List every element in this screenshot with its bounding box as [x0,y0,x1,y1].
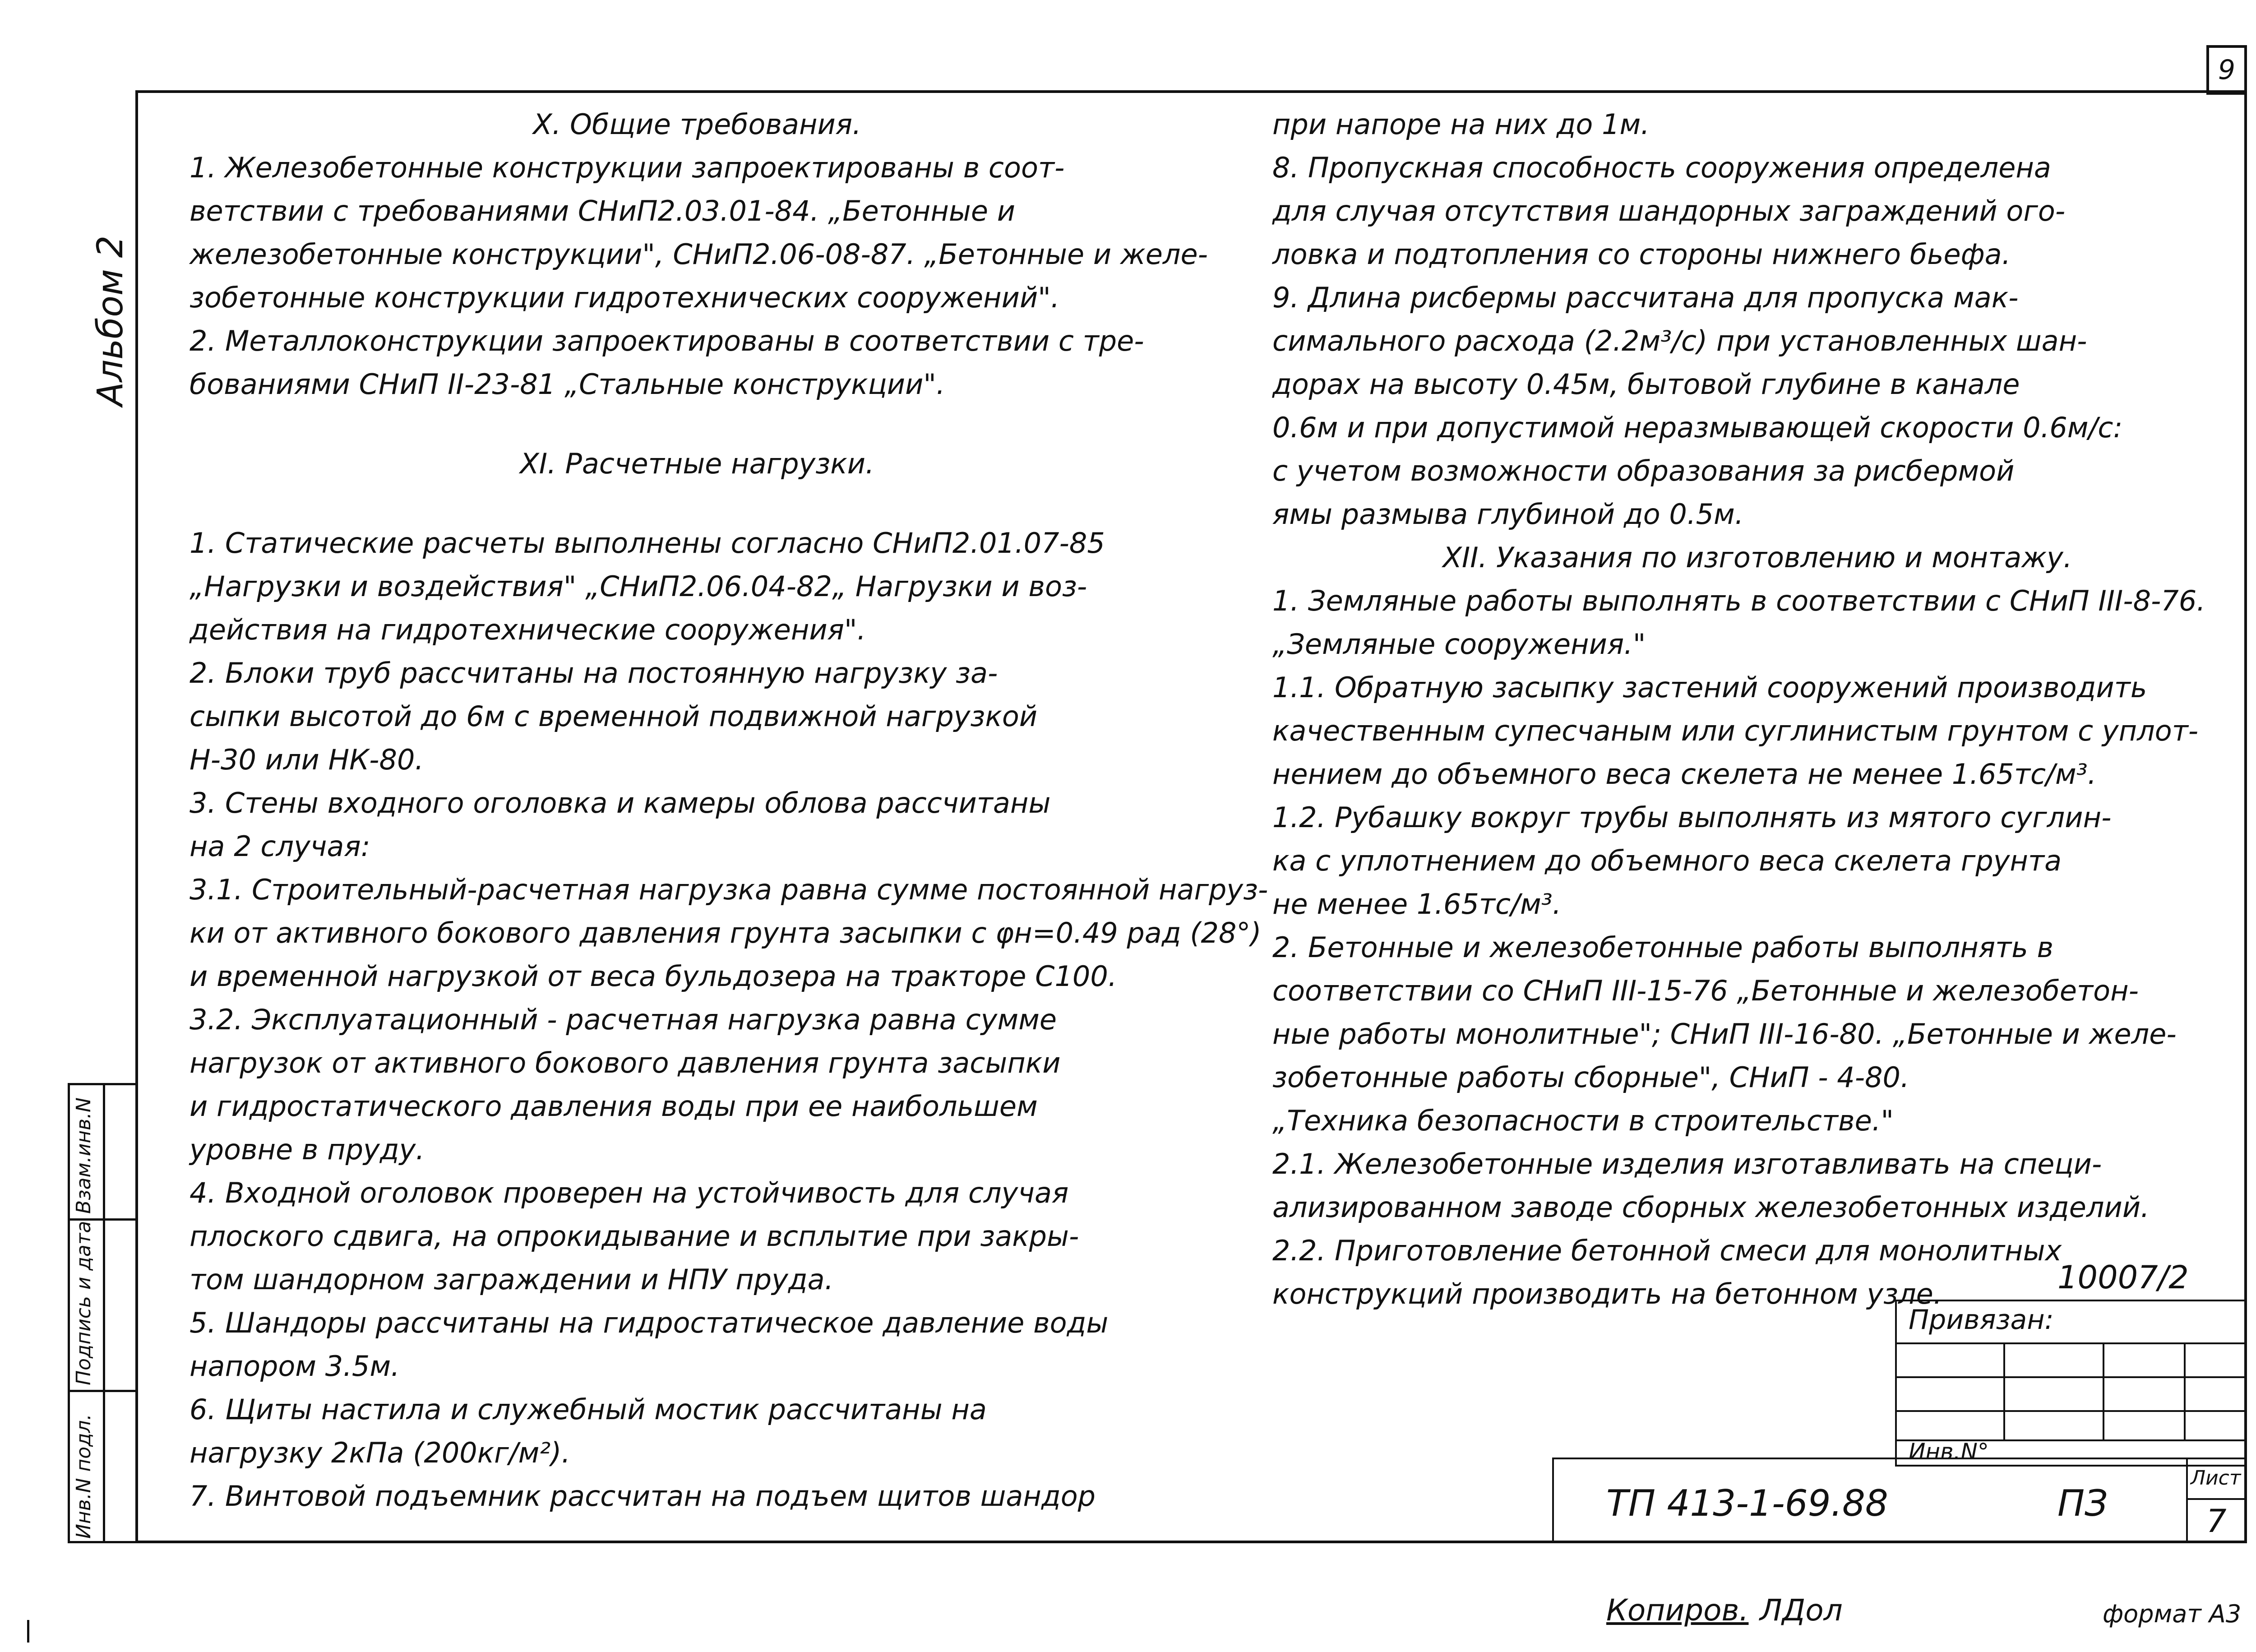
text-line: соответствии со СНиП III-15-76 „Бетонные и железобетон- [1272,974,2139,1007]
text-line: не менее 1.65тс/м³. [1272,888,1562,921]
project-code: ТП 413-1-69.88 [1606,1482,1888,1524]
text-line: „Техника безопасности в строительстве." [1272,1104,1894,1137]
copied-by-label: Копиров. [1606,1593,1749,1628]
blank-line [190,406,1205,442]
text-line: 1. Статические расчеты выполнены согласно СНиП2.01.07-85 [190,527,1105,560]
text-line: 8. Пропускная способность сооружения определена [1272,151,2051,184]
section-heading: XI. Расчетные нагрузки. [520,447,874,480]
text-line: железобетонные конструкции", СНиП2.06-08-87. „Бетонные и желе- [190,238,1208,271]
sheet-label: Лист [2191,1467,2241,1490]
text-line: 3.1. Строительный-расчетная нагрузка равна сумме постоянной нагруз- [190,873,1268,906]
text-line: 2. Металлоконструкции запроектированы в соответствии с тре- [190,324,1144,357]
text-line: ловка и подтопления со стороны нижнего бьефа. [1272,238,2011,271]
text-line: 5. Шандоры рассчитаны на гидростатическое давление воды [190,1306,1109,1339]
text-line: ка с уплотнением до объемного веса скелета грунта [1272,844,2062,877]
text-line: сыпки высотой до 6м с временной подвижной нагрузкой [190,700,1038,733]
text-line: нагрузку 2кПа (200кг/м²). [190,1436,571,1469]
doc-number: 10007/2 [2057,1259,2189,1296]
bound-label: Привязан: [1909,1304,2054,1336]
text-line: с учетом возможности образования за рисбермой [1272,454,2015,487]
text-line: том шандорном заграждении и НПУ пруда. [190,1263,834,1296]
text-line: 2.2. Приготовление бетонной смеси для монолитных [1272,1234,2062,1267]
text-line: при напоре на них до 1м. [1272,108,1650,141]
side-label-inv: Инв.N подл. [72,1414,95,1539]
text-line: „Земляные сооружения." [1272,628,1646,661]
text-line: плоского сдвига, на опрокидывание и всплытие при закры- [190,1220,1079,1253]
text-line: ализированном заводе сборных железобетонных изделий. [1272,1191,2150,1224]
right-text-column [1272,103,2242,1316]
text-line: 2. Бетонные и железобетонные работы выполнять в [1272,931,2054,964]
text-line: ветствии с требованиями СНиП2.03.01-84. „Бетонные и [190,194,1016,227]
text-line: 4. Входной оголовок проверен на устойчивость для случая [190,1176,1069,1209]
text-line: 9. Длина рисбермы рассчитана для пропуска мак- [1272,281,2019,314]
page-number: 9 [2218,54,2236,86]
text-line: конструкций производить на бетонном узле. [1272,1277,1942,1310]
inv-label: Инв.N° [1909,1439,1989,1465]
text-line: „Нагрузки и воздействия" „СНиП2.06.04-82„ Нагрузки и воз- [190,570,1087,603]
text-line: напором 3.5м. [190,1350,400,1383]
text-line: качественным супесчаным или суглинистым грунтом с уплот- [1272,714,2199,747]
text-line: зобетонные конструкции гидротехнических сооружений". [190,281,1060,314]
text-line: 6. Щиты настила и служебный мостик рассчитаны на [190,1393,987,1426]
text-line: симального расхода (2.2м³/с) при установленных шан- [1272,324,2087,357]
text-line: бованиями СНиП II-23-81 „Стальные конструкции". [190,368,945,401]
format-label: формат А3 [2103,1600,2242,1628]
text-line: ямы размыва глубиной до 0.5м. [1272,498,1744,531]
text-line: ные работы монолитные"; СНиП III-16-80. „Бетонные и желе- [1272,1018,2177,1050]
side-label-replaced: Взам.инв.N [72,1097,95,1214]
text-line: 2.1. Железобетонные изделия изготавливать на специ- [1272,1148,2102,1180]
text-line: действия на гидротехнические сооружения". [190,613,866,646]
text-line: уровне в пруду. [190,1133,425,1166]
album-label: Альбом 2 [90,235,131,406]
text-line: 3.2. Эксплуатационный - расчетная нагрузка равна сумме [190,1003,1057,1036]
blank-line [190,486,1205,522]
page-number-box [2206,45,2247,95]
left-text-column [190,103,1268,1518]
text-line: ки от активного бокового давления грунта засыпки с φн=0.49 рад (28°) [190,916,1262,949]
section-code: ПЗ [2057,1482,2108,1524]
text-line: и гидростатического давления воды при ее наибольшем [190,1090,1038,1123]
section-heading: XII. Указания по изготовлению и монтажу. [1442,541,2072,574]
text-line: 1.2. Рубашку вокруг трубы выполнять из мятого суглин- [1272,801,2112,834]
text-line: 7. Винтовой подъемник рассчитан на подъем щитов шандор [190,1480,1096,1513]
copied-by-signature: ЛДол [1760,1593,1843,1628]
text-line: 3. Стены входного оголовка и камеры облова рассчитаны [190,787,1051,819]
text-line: Н-30 или НК-80. [190,743,424,776]
text-line: 2. Блоки труб рассчитаны на постоянную нагрузку за- [190,657,998,689]
text-line: 1. Земляные работы выполнять в соответствии с СНиП III-8-76. [1272,584,2206,617]
text-line: 1.1. Обратную засыпку застений сооружений производить [1272,671,2147,704]
text-line: нением до объемного веса скелета не менее 1.65тс/м³. [1272,758,2097,791]
text-line: для случая отсутствия шандорных заграждений ого- [1272,194,2066,227]
text-line: зобетонные работы сборные", СНиП - 4-80. [1272,1061,1909,1094]
text-line: на 2 случая: [190,830,370,863]
text-line: дорах на высоту 0.45м, бытовой глубине в канале [1272,368,2020,401]
text-line: 0.6м и при допустимой неразмывающей скорости 0.6м/с: [1272,411,2123,444]
side-label-signature: Подпись и дата [72,1221,95,1385]
text-line: 1. Железобетонные конструкции запроектированы в соот- [190,151,1065,184]
section-heading: X. Общие требования. [533,108,861,141]
text-line: и временной нагрузкой от веса бульдозера на тракторе С100. [190,960,1117,993]
sheet-number: 7 [2206,1503,2227,1540]
text-line: нагрузок от активного бокового давления грунта засыпки [190,1046,1061,1079]
